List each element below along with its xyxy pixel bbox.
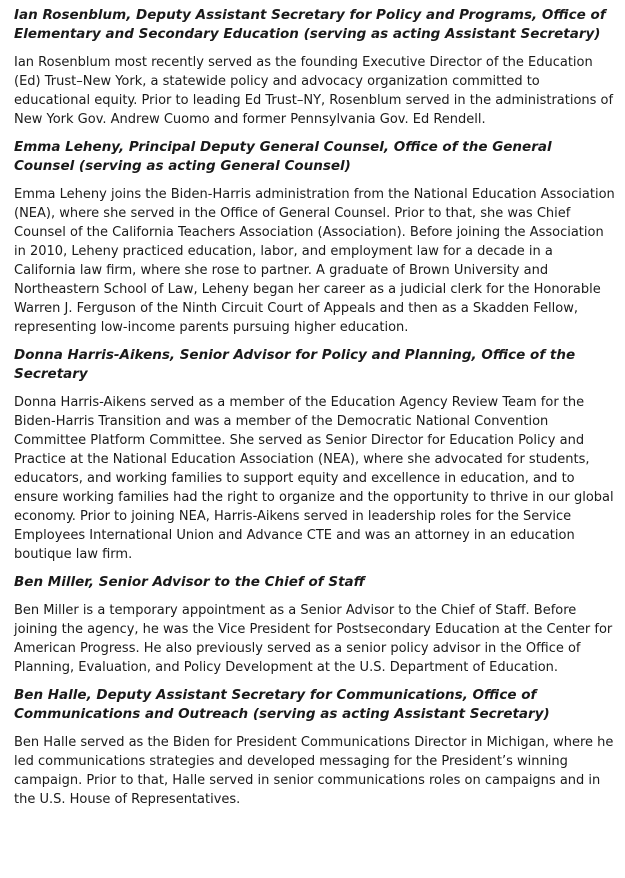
entry-donna-harris-aikens [14, 346, 615, 564]
entry-ian-rosenblum [14, 6, 615, 129]
entry-ben-miller [14, 573, 615, 677]
entry-heading: Emma Leheny, Principal Deputy General Counsel, Office of the General Counsel (serving as acting General Counsel) [14, 139, 552, 174]
entry-heading: Ian Rosenblum, Deputy Assistant Secretary for Policy and Programs, Office of Elementary and Secondary Education (serving as acting Assistant Secretary) [14, 7, 606, 42]
entry-ben-halle [14, 686, 615, 809]
entry-bio: Donna Harris-Aikens served as a member of the Education Agency Review Team for the Biden-Harris Transition and was a member of the Democratic National Convention Committee Platform Committee. She served as Senior Director for Education Policy and Practice at the National Education Association (NEA), where she advocated for students, educators, and working families to support equity and excellence in education, and to ensure working families had the right to organize and the opportunity to thrive in our global economy. Prior to joining NEA, Harris-Aikens served in leadership roles for the Service Employees International Union and Advance CTE and was an attorney in an education boutique law firm. [14, 395, 614, 562]
entry-bio: Ben Miller is a temporary appointment as a Senior Advisor to the Chief of Staff. Before joining the agency, he was the Vice President for Postsecondary Education at the Center for American Progress. He also previously served as a senior policy advisor in the Office of Planning, Evaluation, and Policy Development at the U.S. Department of Education. [14, 603, 613, 675]
entry-emma-leheny [14, 138, 615, 337]
entry-heading: Ben Halle, Deputy Assistant Secretary for Communications, Office of Communications and Outreach (serving as acting Assistant Secretary) [14, 687, 550, 722]
entry-heading: Donna Harris-Aikens, Senior Advisor for Policy and Planning, Office of the Secretary [14, 347, 576, 382]
entry-heading: Ben Miller, Senior Advisor to the Chief of Staff [14, 574, 365, 590]
entry-bio: Ben Halle served as the Biden for President Communications Director in Michigan, where he led communications strategies and developed messaging for the President’s winning campaign. Prior to that, Halle served in senior communications roles on campaigns and in the U.S. House of Representatives. [14, 735, 614, 807]
entry-bio: Ian Rosenblum most recently served as the founding Executive Director of the Education (Ed) Trust–New York, a statewide policy and advocacy organization committed to educational equity. Prior to leading Ed Trust–NY, Rosenblum served in the administrations of New York Gov. Andrew Cuomo and former Pennsylvania Gov. Ed Rendell. [14, 55, 614, 127]
entry-bio: Emma Leheny joins the Biden-Harris administration from the National Education Association (NEA), where she served in the Office of General Counsel. Prior to that, she was Chief Counsel of the California Teachers Association (Association). Before joining the Association in 2010, Leheny practiced education, labor, and employment law for a decade in a California law firm, where she rose to partner. A graduate of Brown University and Northeastern School of Law, Leheny began her career as a judicial clerk for the Honorable Warren J. Ferguson of the Ninth Circuit Court of Appeals and then as a Skadden Fellow, representing low-income parents pursuing higher education. [14, 187, 615, 335]
